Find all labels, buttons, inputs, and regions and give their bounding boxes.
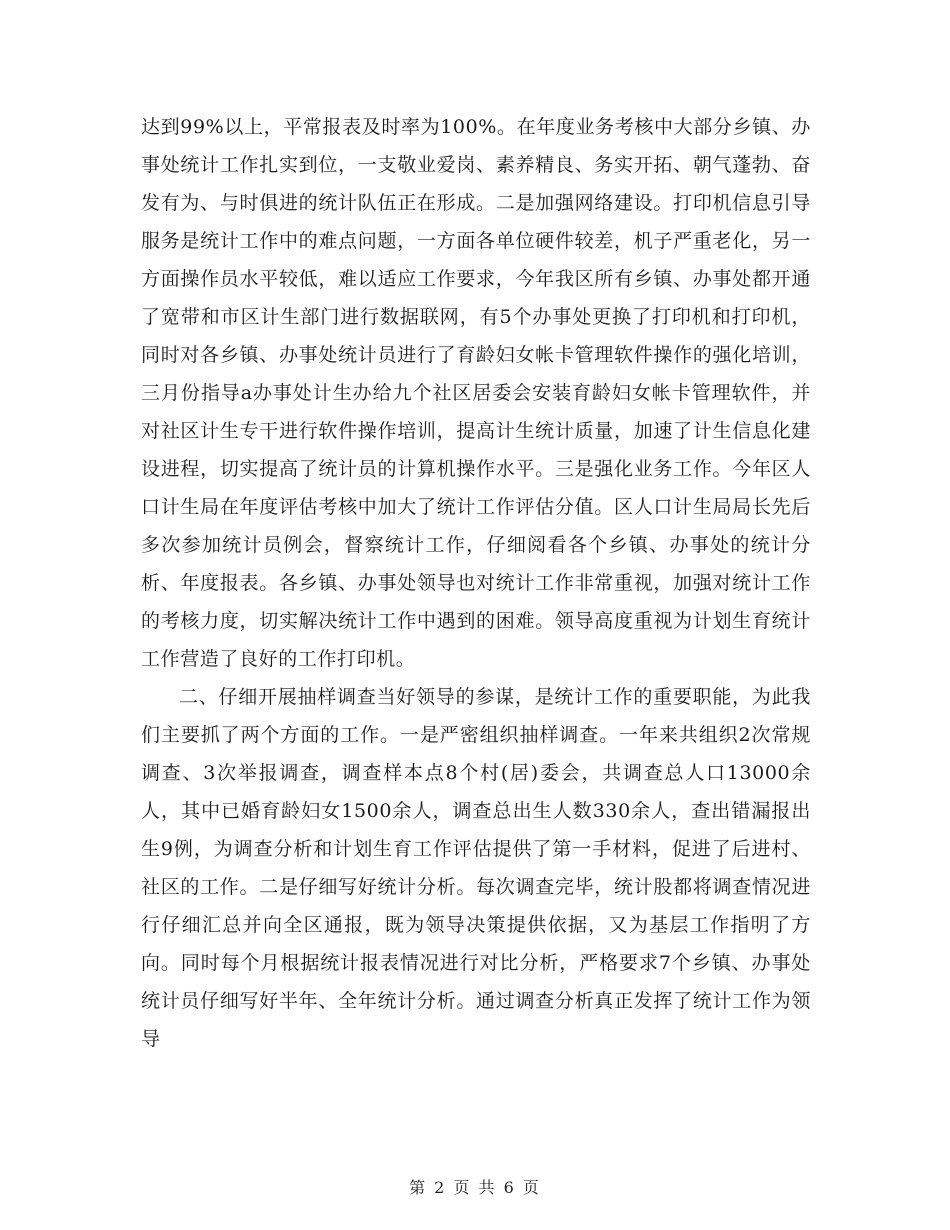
document-body bbox=[141, 108, 811, 1058]
paragraph-1: 达到99%以上，平常报表及时率为100%。在年度业务考核中大部分乡镇、办事处统计工作扎实到位，一支敬业爱岗、素养精良、务实开拓、朝气蓬勃、奋发有为、与时俱进的统计队伍正在形成。二是加强网络建设。打印机信息引导服务是统计工作中的难点问题，一方面各单位硬件较差，机子严重老化，另一方面操作员水平较低，难以适应工作要求，今年我区所有乡镇、办事处都开通了宽带和市区计生部门进行数据联网，有5个办事处更换了打印机和打印机，同时对各乡镇、办事处统计员进行了育龄妇女帐卡管理软件操作的强化培训，三月份指导a办事处计生办给九个社区居委会安装育龄妇女帐卡管理软件，并对社区计生专干进行软件操作培训，提高计生统计质量，加速了计生信息化建设进程，切实提高了统计员的计算机操作水平。三是强化业务工作。今年区人口计生局在年度评估考核中加大了统计工作评估分值。区人口计生局局长先后多次参加统计员例会，督察统计工作，仔细阅看各个乡镇、办事处的统计分析、年度报表。各乡镇、办事处领导也对统计工作非常重视，加强对统计工作的考核力度，切实解决统计工作中遇到的困难。领导高度重视为计划生育统计工作营造了良好的工作打印机。 bbox=[141, 116, 811, 670]
paragraph-2: 二、仔细开展抽样调查当好领导的参谋，是统计工作的重要职能，为此我们主要抓了两个方面的工作。一是严密组织抽样调查。一年来共组织2次常规调查、3次举报调查，调查样本点8个村(居)委会，共调查总人口13000余人，其中已婚育龄妇女1500余人，调查总出生人数330余人，查出错漏报出生9例，为调查分析和计划生育工作评估提供了第一手材料，促进了后进村、社区的工作。二是仔细写好统计分析。每次调查完毕，统计股都将调查情况进行仔细汇总并向全区通报，既为领导决策提供依据，又为基层工作指明了方向。同时每个月根据统计报表情况进行对比分析，严格要求7个乡镇、办事处统计员仔细写好半年、全年统计分析。通过调查分析真正发挥了统计工作为领导 bbox=[141, 686, 811, 1050]
page-number-footer: 第 2 页 共 6 页 bbox=[409, 1178, 541, 1197]
